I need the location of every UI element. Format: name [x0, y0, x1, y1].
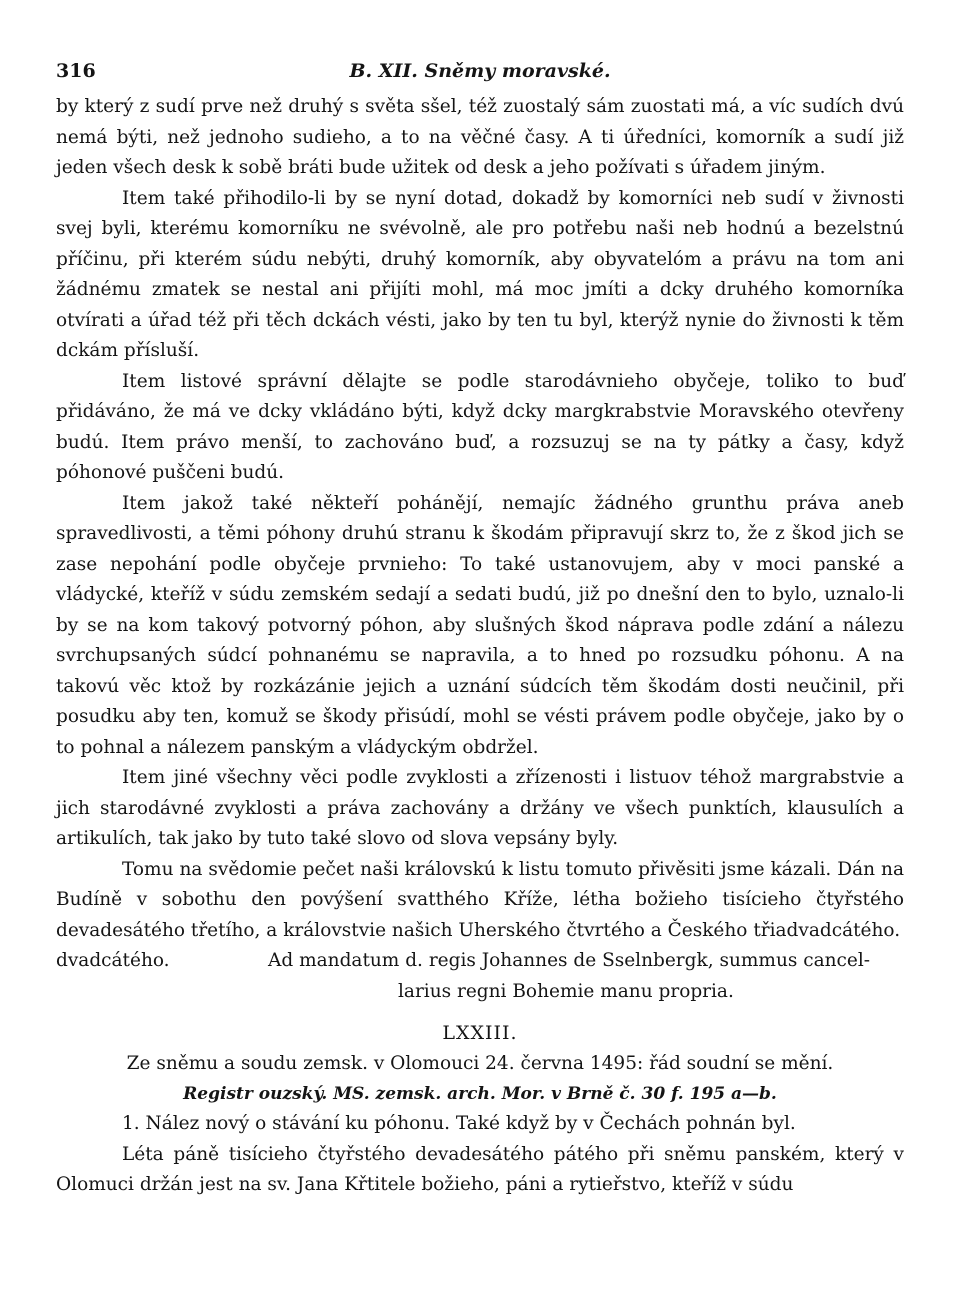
paragraph: Item jiné všechny věci podle zvyklosti a zřízenosti i listuov téhož margrabstvie a jich starodávné zvyklosti a práva zachovány a držány ve všech punktích, klausulích a artikulích, tak jako by tuto také slovo od slova vepsány byly. [56, 767, 904, 849]
paragraph: Item také přihodilo-li by se nyní dotad, dokadž by komorníci neb sudí v živnosti svej byli, kterému komorníku ne svévolně, ale pro potřebu naši neb hodnú a bezelstnú příčinu, při kterém súdu nebýti, druhý komorník, aby obyvatelóm a právu na tom ani žádnému zmatek se nestal ani přijíti mohl, má moc jmíti a dcky druhého komorníka otvírati a úřad též při těch dckách vésti, jako by ten tu byl, kterýž nynie do živnosti k těm dckám přísluší. [56, 187, 904, 361]
mandatum-lead: dvadcátého. [56, 950, 170, 971]
document-page [56, 56, 904, 1201]
section-number: LXXIII. [442, 1022, 518, 1044]
paragraph-dating: Tomu na svědomie pečet naši královskú k listu tomuto přivěsiti jsme kázali. Dán na Budíně v sobothu den povýšení svatthého Kříže, létha božieho tisícieho čtyřstého devadesátého třetího, a královstvie našich Uherského čtvrtého a Českého třiadvadcátého. [56, 858, 904, 941]
running-head: B. XII. Sněmy moravské. [349, 60, 611, 82]
article-heading: 1. Nález nový o stávání ku póhonu. Také když by v Čechách pohnán byl. [122, 1113, 796, 1134]
page-number: 316 [56, 60, 96, 82]
paragraph: Item listové správní dělajte se podle starodávnieho obyčeje, toliko to buď přidáváno, že má ve dcky vkládáno býti, když dcky margkrabstvie Moravského otevřeny budú. Item právo menší, to zachováno buď, a rozsuzuj se na ty pátky a časy, když póhonové puščeni budú. [56, 370, 904, 483]
paragraph-opening: Léta páně tisícieho čtyřstého devadesátého pátého při sněmu panském, který v Olomuci držán jest na sv. Jana Křtitele božieho, páni a rytieřstvo, kteříž v súdu [56, 1143, 904, 1195]
mandatum-text: Ad mandatum d. regis Johannes de Sselnbergk, summus cancel- [268, 950, 871, 971]
mandatum-line [56, 946, 904, 977]
mandatum-continuation: larius regni Bohemie manu propria. [398, 980, 734, 1002]
section-title: Ze sněmu a soudu zemsk. v Olomouci 24. června 1495: řád soudní se mění. [126, 1053, 834, 1074]
paragraph-continuation: by který z sudí prve než druhý s světa sšel, též zuostalý sám zuostati má, a víc sudích dvú nemá býti, než jednoho sudieho, a to na věčné časy. A ti úředníci, komorník a sudí již jeden všech desk k sobě bráti bude užitek od desk a jeho požívati s úřadem jiným. [56, 96, 904, 178]
body-text [56, 92, 904, 1201]
source-citation: Registr ouzský. MS. zemsk. arch. Mor. v Brně č. 30 f. 195 a—b. [183, 1084, 777, 1104]
paragraph: Item jakož také někteří pohánějí, nemajíc žádného grunthu práva aneb spravedlivosti, a těmi póhony druhú stranu k škodám připravují skrz to, že z škod jich se zase nepohání podle obyčeje prvnieho: To také ustanovujem, aby v moci panské a vládycké, kteříž v súdu zemském sedají a sedati budú, již po dnešní den to bylo, uznalo-li by se na kom takový potvorný póhon, aby slušných škod náprava podle zdání a nálezu svrchupsaných súdcí pohnanému se napravila, a to hned po rozsudku póhonu. A na takovú věc ktož by rozkázánie jejich a uznání súdcích těm škodám dosti neučinil, při posudku aby ten, komuž se škody přisúdí, mohl se vésti právem podle obyčeje, jako by o to pohnal a nálezem panským a vládyckým obdržel. [56, 492, 904, 758]
page-header [56, 56, 904, 92]
